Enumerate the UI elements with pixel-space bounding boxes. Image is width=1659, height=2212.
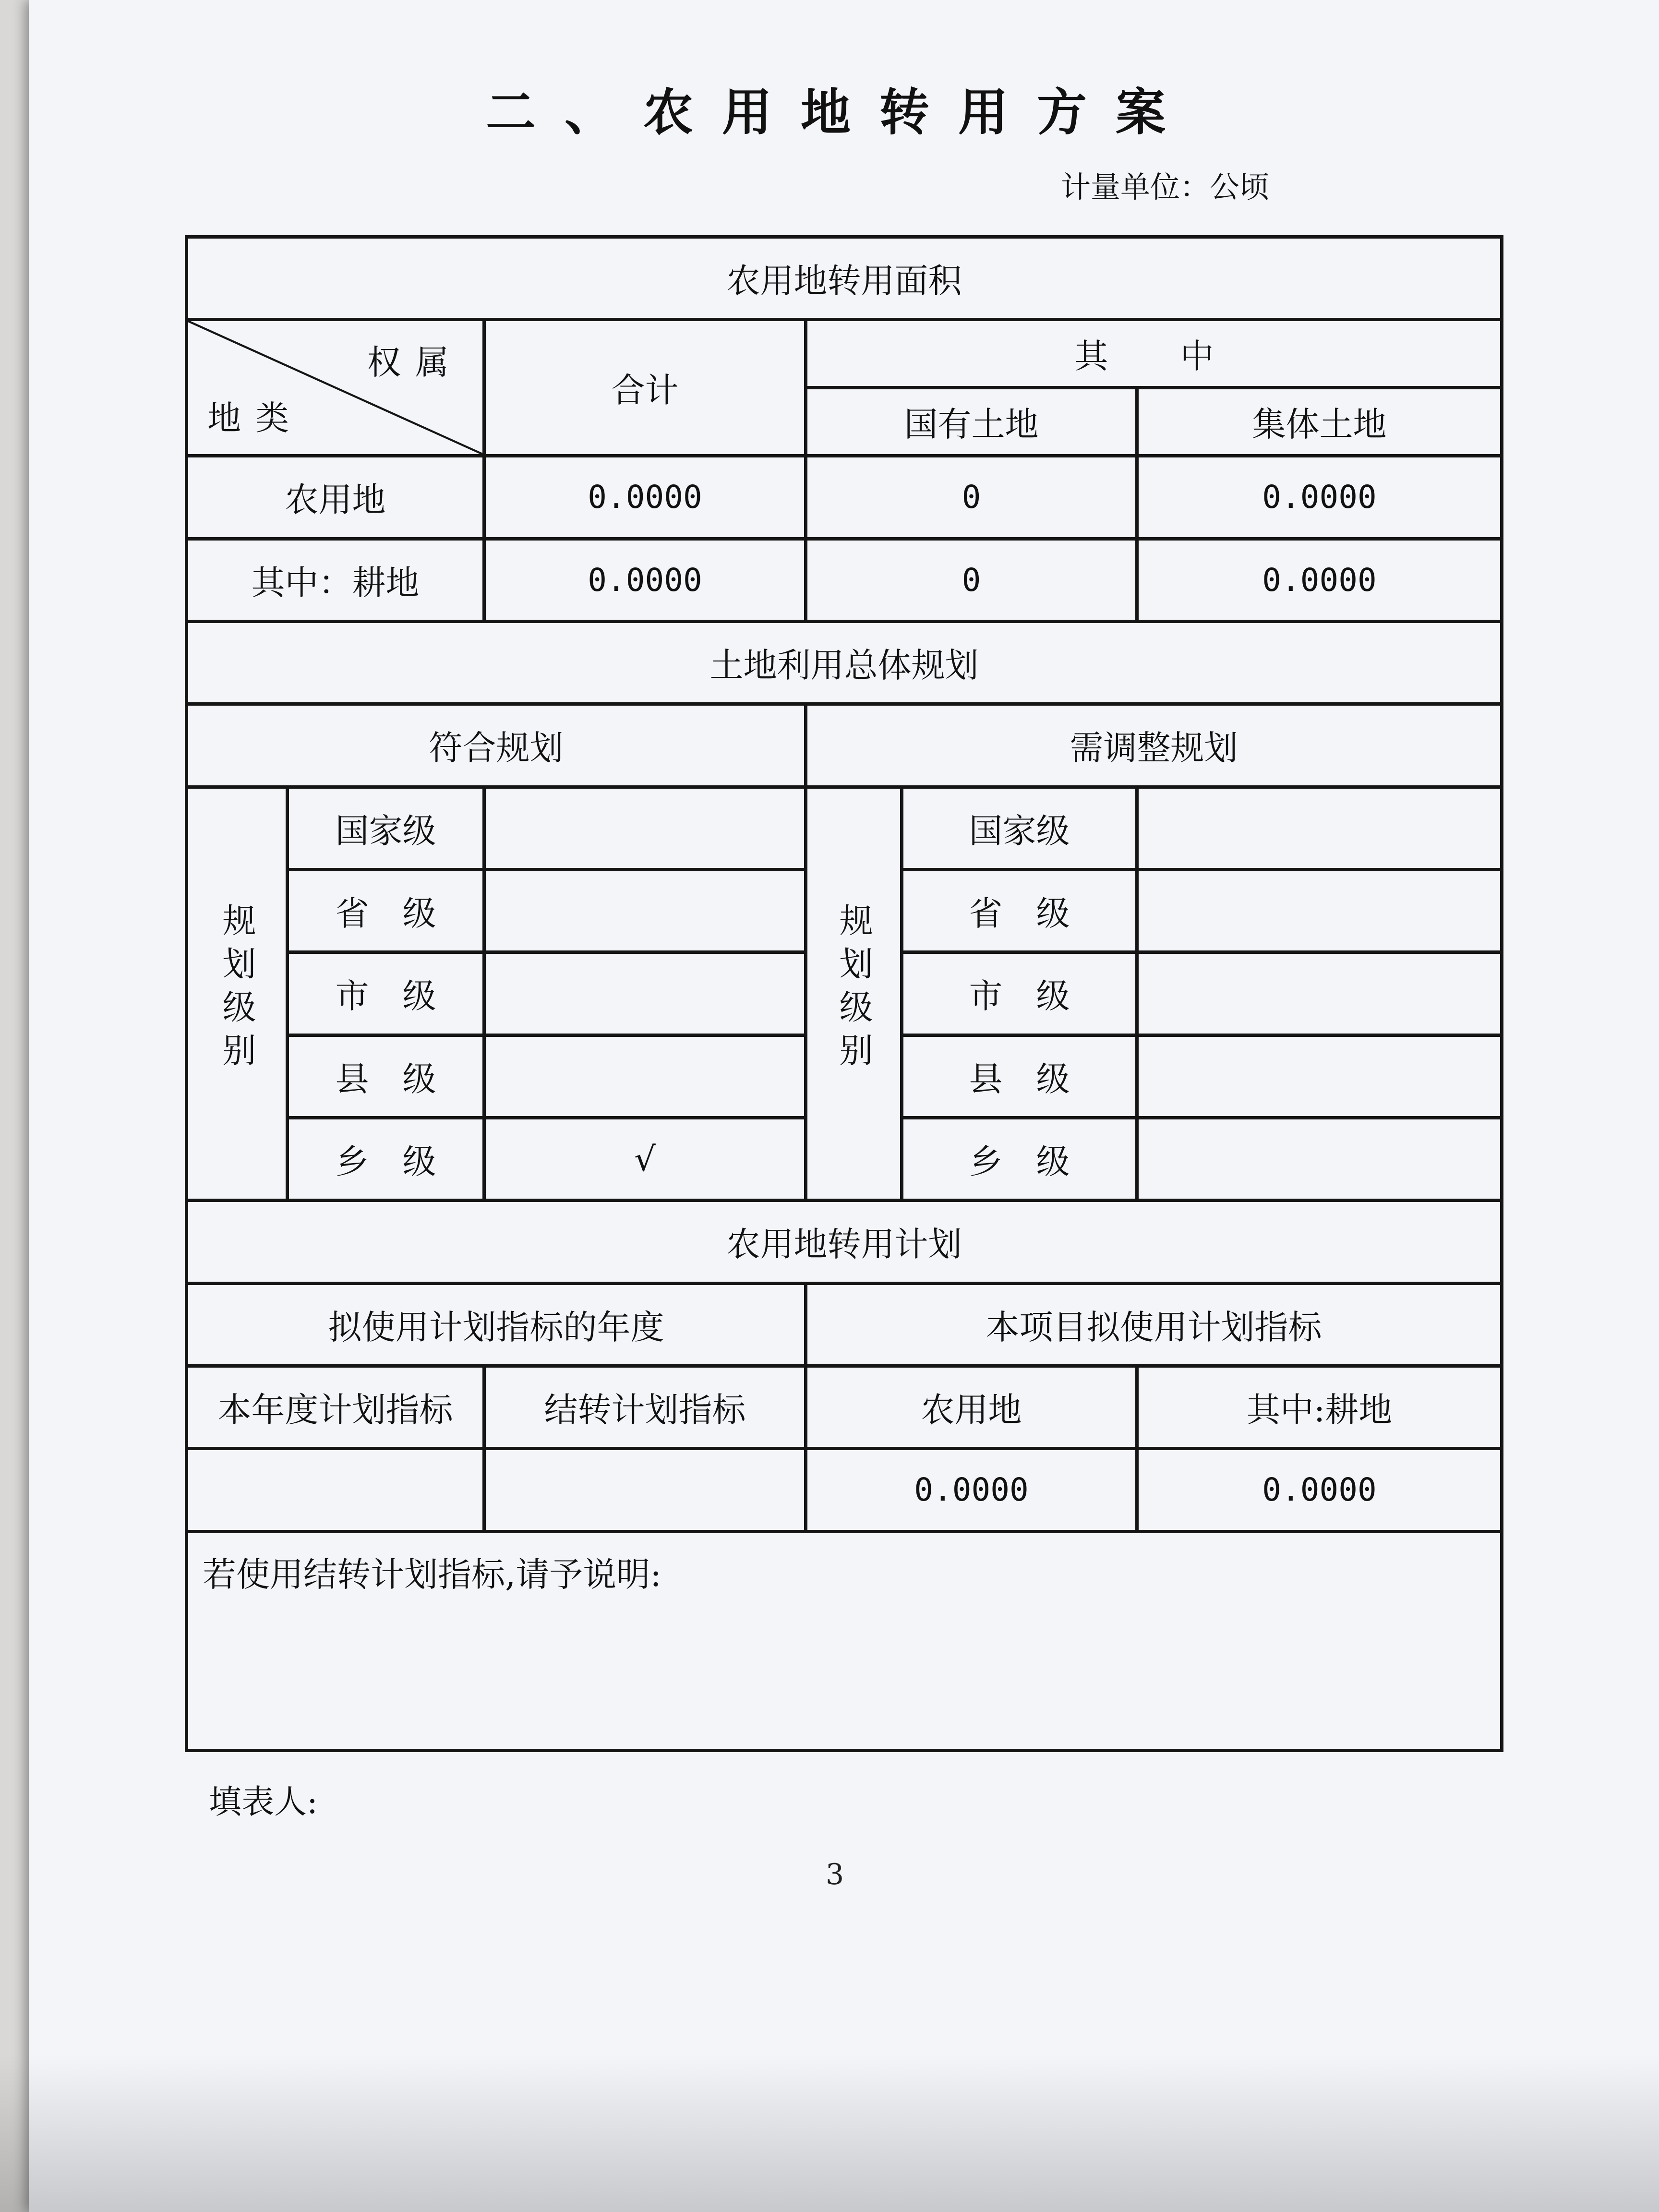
page-number: 3 <box>826 1858 844 1891</box>
conform-mark-national <box>484 787 806 869</box>
carryover-note: 若使用结转计划指标,请予说明: <box>187 1531 1502 1750</box>
conform-plan-header: 符合规划 <box>187 704 806 787</box>
adjust-mark-national <box>1137 787 1502 869</box>
cultivated-state: 0 <box>806 539 1137 621</box>
conversion-form-table <box>185 235 1503 1752</box>
adjust-level-national: 国家级 <box>902 787 1137 869</box>
adjust-mark-township <box>1137 1118 1502 1200</box>
agri-indicator-value: 0.0000 <box>806 1449 1137 1531</box>
cultivated-indicator-value: 0.0000 <box>1137 1449 1502 1531</box>
page-title: 二、农用地转用方案 <box>485 83 1194 142</box>
adjust-level-label: 规划级别 <box>806 787 902 1201</box>
plan-header: 土地利用总体规划 <box>187 621 1502 704</box>
col-among: 其 中 <box>806 320 1502 388</box>
adjust-mark-province <box>1137 869 1502 952</box>
this-year-value <box>187 1449 484 1531</box>
adjust-mark-county <box>1137 1035 1502 1118</box>
cultivated-total: 0.0000 <box>484 539 806 621</box>
area-header: 农用地转用面积 <box>187 237 1502 320</box>
cultivated-collective: 0.0000 <box>1137 539 1502 621</box>
adjust-level-township: 乡 级 <box>902 1118 1137 1200</box>
adjust-level-province: 省 级 <box>902 869 1137 952</box>
agri-total: 0.0000 <box>484 456 806 539</box>
agri-indicator: 农用地 <box>806 1366 1137 1448</box>
col-state-land: 国有土地 <box>806 388 1137 456</box>
conform-level-county: 县 级 <box>288 1035 484 1118</box>
col-total: 合计 <box>484 320 806 456</box>
row-label-cultivated: 其中：耕地 <box>187 539 484 621</box>
diagonal-header-cell <box>187 320 484 456</box>
conform-level-label: 规划级别 <box>187 787 288 1201</box>
carryover-value <box>484 1449 806 1531</box>
filler-label: 填表人: <box>209 1783 318 1821</box>
conform-mark-city <box>484 952 806 1035</box>
unit-label: 计量单位：公顷 <box>1061 169 1270 204</box>
conform-level-province: 省 级 <box>288 869 484 952</box>
project-indicator-header: 本项目拟使用计划指标 <box>806 1283 1502 1366</box>
diag-left-label: 地类 <box>207 398 303 438</box>
year-indicator-header: 拟使用计划指标的年度 <box>187 1283 806 1366</box>
col-collective-land: 集体土地 <box>1137 388 1502 456</box>
row-label-agri: 农用地 <box>187 456 484 539</box>
adjust-level-city: 市 级 <box>902 952 1137 1035</box>
shadow <box>0 2055 1659 2212</box>
conform-level-city: 市 级 <box>288 952 484 1035</box>
conform-mark-township: √ <box>484 1118 806 1200</box>
conversion-plan-header: 农用地转用计划 <box>187 1201 1502 1283</box>
adjust-plan-header: 需调整规划 <box>806 704 1502 787</box>
conform-mark-province <box>484 869 806 952</box>
this-year-indicator: 本年度计划指标 <box>187 1366 484 1448</box>
adjust-mark-city <box>1137 952 1502 1035</box>
conform-mark-county <box>484 1035 806 1118</box>
diag-right-label: 权属 <box>367 343 463 383</box>
adjust-level-county: 县 级 <box>902 1035 1137 1118</box>
agri-collective: 0.0000 <box>1137 456 1502 539</box>
cultivated-indicator: 其中:耕地 <box>1137 1366 1502 1448</box>
carryover-indicator: 结转计划指标 <box>484 1366 806 1448</box>
conform-level-national: 国家级 <box>288 787 484 869</box>
conform-level-township: 乡 级 <box>288 1118 484 1200</box>
agri-state: 0 <box>806 456 1137 539</box>
